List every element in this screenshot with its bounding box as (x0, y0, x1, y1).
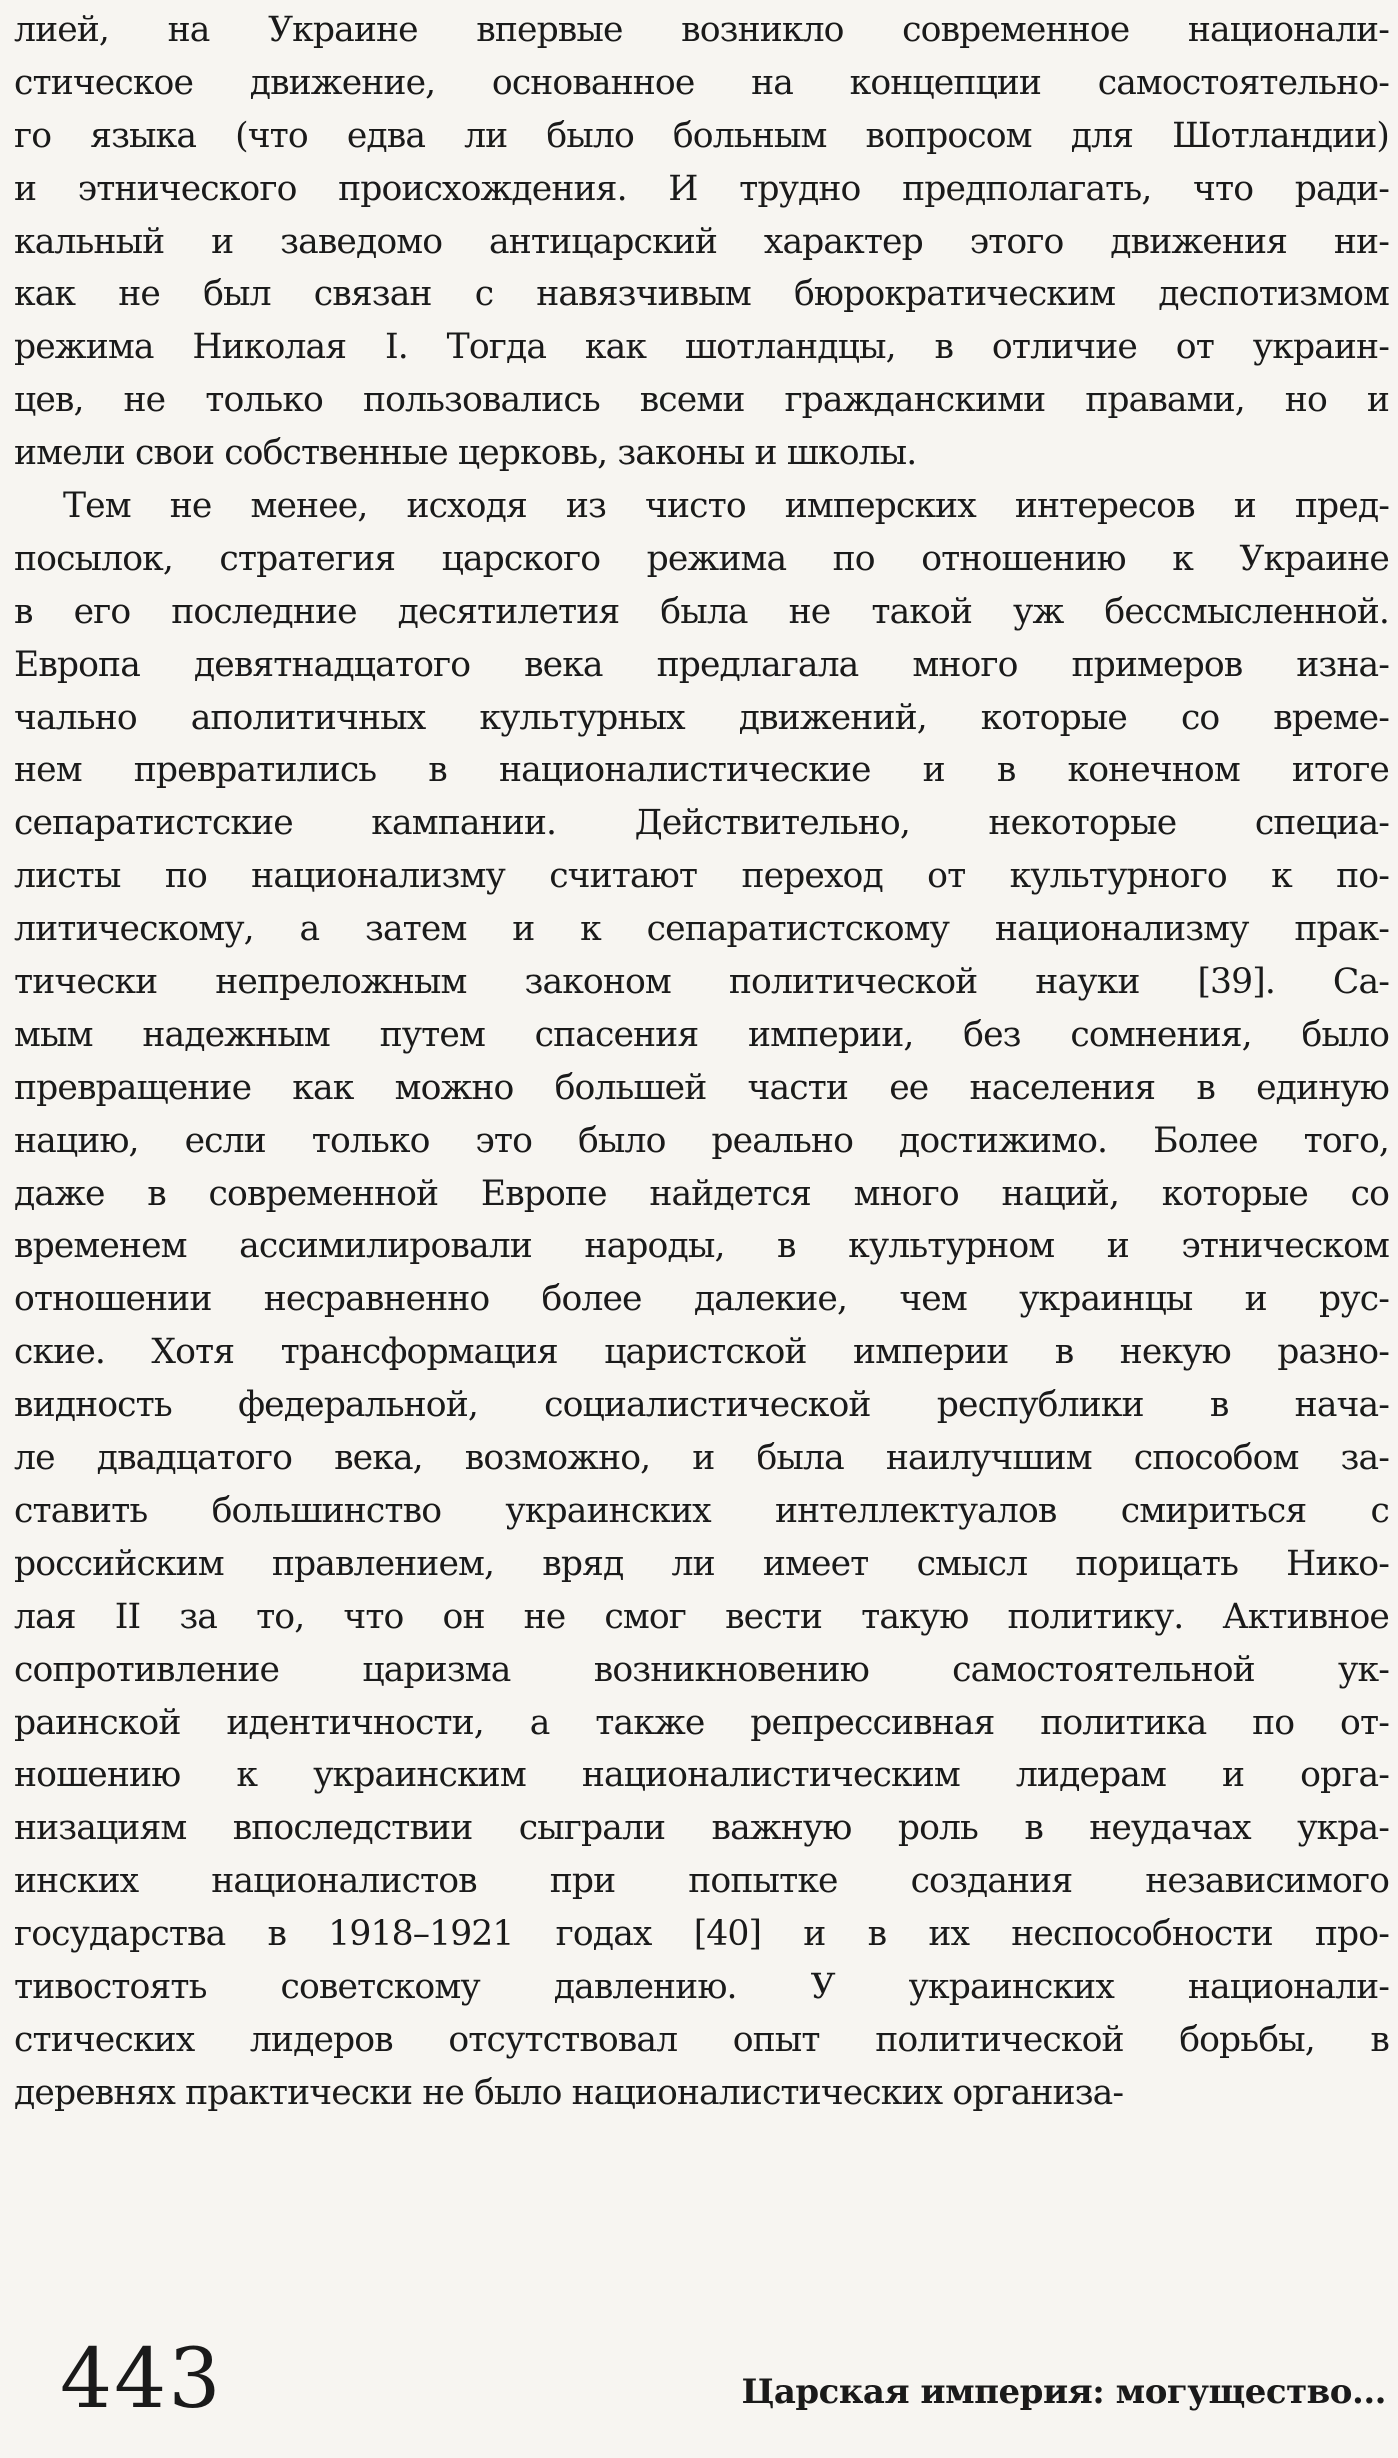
text-line: литическому, а затем и к сепаратистскому национализму прак- (14, 909, 1389, 950)
text-line: Европа девятнадцатого века предлагала много примеров изна- (14, 644, 1389, 685)
text-line: сепаратистские кампании. Действительно, некоторые специа- (14, 803, 1389, 844)
paragraph (14, 4, 1389, 480)
text-line: тически непреложным законом политической науки [39]. Са- (14, 962, 1389, 1003)
text-line: ле двадцатого века, возможно, и была наилучшим способом за- (14, 1438, 1389, 1479)
text-line: го языка (что едва ли было больным вопросом для Шотландии) (14, 115, 1389, 156)
text-line: лией, на Украине впервые возникло современное национали- (14, 10, 1389, 50)
text-line: нем превратились в националистические и в конечном итоге (14, 750, 1389, 791)
page-footer (0, 2330, 1398, 2440)
text-line: даже в современной Европе найдется много наций, которые со (14, 1173, 1389, 1214)
text-line: тивостоять советскому давлению. У украинских национали- (14, 1966, 1389, 2007)
page-number: 443 (60, 2332, 223, 2427)
text-line: чально аполитичных культурных движений, которые со време- (14, 697, 1389, 738)
text-line: инских националистов при попытке создания независимого (14, 1861, 1389, 1902)
text-line: и этнического происхождения. И трудно предполагать, что ради- (14, 168, 1389, 209)
paragraph (14, 480, 1389, 2120)
text-line: ские. Хотя трансформация царистской империи в некую разно- (14, 1332, 1389, 1373)
running-title: Царская империя: могущество... (741, 2372, 1386, 2412)
text-line: видность федеральной, социалистической республики в нача- (14, 1385, 1389, 1426)
text-line: цев, не только пользовались всеми гражданскими правами, но и (14, 380, 1389, 421)
body-text (14, 4, 1389, 2120)
text-line: раинской идентичности, а также репрессивная политика по от- (14, 1702, 1389, 1743)
text-line: ставить большинство украинских интеллектуалов смириться с (14, 1490, 1389, 1531)
text-line: как не был связан с навязчивым бюрократическим деспотизмом (14, 274, 1389, 315)
text-line: кальный и заведомо антицарский характер этого движения ни- (14, 221, 1389, 262)
text-line: режима Николая I. Тогда как шотландцы, в отличие от украин- (14, 327, 1389, 368)
text-line: ношению к украинским националистическим лидерам и орга- (14, 1755, 1389, 1796)
text-line: низациям впоследствии сыграли важную роль в неудачах укра- (14, 1808, 1389, 1849)
text-line: стическое движение, основанное на концепции самостоятельно- (14, 62, 1389, 103)
text-line: российским правлением, вряд ли имеет смысл порицать Нико- (14, 1543, 1389, 1584)
text-line: деревнях практически не было националистических организа- (14, 2072, 1124, 2113)
text-line: Тем не менее, исходя из чисто имперских интересов и пред- (63, 486, 1389, 527)
text-line: превращение как можно большей части ее населения в единую (14, 1067, 1389, 1108)
text-line: мым надежным путем спасения империи, без сомнения, было (14, 1014, 1389, 1055)
text-line: отношении несравненно более далекие, чем украинцы и рус- (14, 1279, 1389, 1320)
text-line: имели свои собственные церковь, законы и школы. (14, 433, 917, 474)
text-line: нацию, если только это было реально достижимо. Более того, (14, 1120, 1389, 1161)
text-line: посылок, стратегия царского режима по отношению к Украине (14, 538, 1389, 579)
text-line: временем ассимилировали народы, в культурном и этническом (14, 1226, 1389, 1267)
text-line: стических лидеров отсутствовал опыт политической борьбы, в (14, 2019, 1389, 2060)
text-line: листы по национализму считают переход от культурного к по- (14, 856, 1389, 897)
text-line: лая II за то, что он не смог вести такую политику. Активное (14, 1596, 1389, 1637)
text-line: сопротивление царизма возникновению самостоятельной ук- (14, 1649, 1389, 1690)
text-line: государства в 1918–1921 годах [40] и в их неспособности про- (14, 1914, 1389, 1955)
text-line: в его последние десятилетия была не такой уж бессмысленной. (14, 591, 1389, 632)
